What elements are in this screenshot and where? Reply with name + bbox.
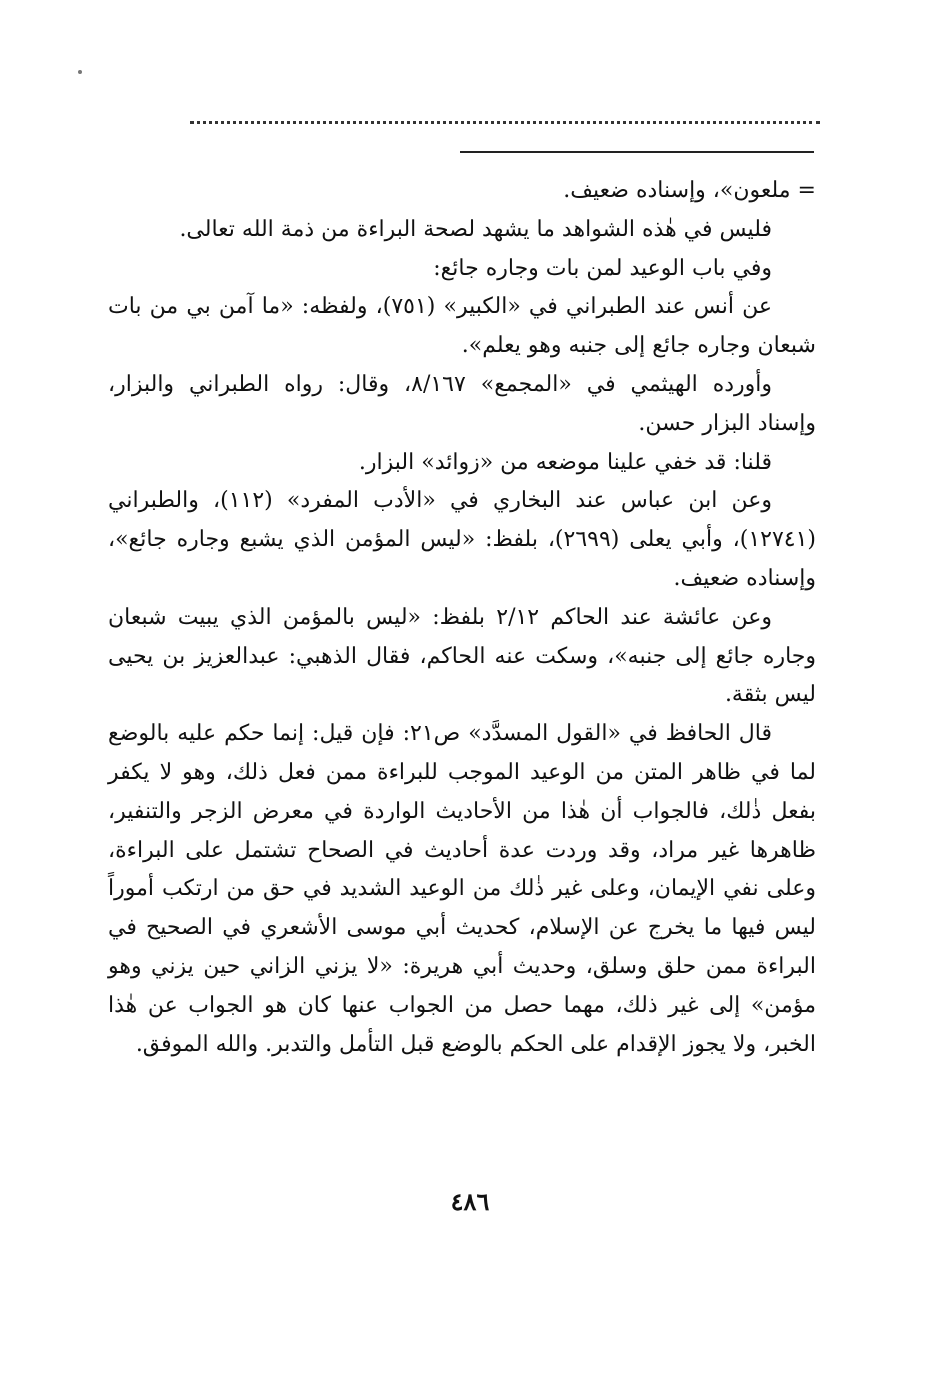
paragraph: وعن عائشة عند الحاكم ٢/١٢ بلفظ: «ليس بالمؤمن الذي يبيت شبعان وجاره جائع إلى جنبه»، وسكت عنه الحاكم، فقال الذهبي: عبدالعزيز بن يحيى ليس بثقة. (108, 604, 816, 708)
paragraph: عن أنس عند الطبراني في «الكبير» (٧٥١)، ولفظه: «ما آمن بي من بات شبعان وجاره جائع إلى جنبه وهو يعلم». (108, 294, 816, 359)
paragraph: قلنا: قد خفي علينا موضعه من «زوائد» البزار. (358, 449, 772, 475)
footnote-rule (460, 151, 814, 153)
paragraph-continuation: = ملعون»، وإسناده ضعيف. (563, 178, 816, 203)
scan-mark (78, 70, 82, 74)
paragraph: وعن ابن عباس عند البخاري في «الأدب المفرد» (١١٢)، والطبراني (١٢٧٤١)، وأبي يعلى (٢٦٩٩)، بلفظ: «ليس المؤمن الذي يشبع وجاره جائع»، وإسناده ضعيف. (108, 488, 816, 591)
page-number: ٤٨٦ (450, 1187, 490, 1216)
footnote-dotted-separator (190, 121, 820, 124)
paragraph: وأورده الهيثمي في «المجمع» ٨/١٦٧، وقال: رواه الطبراني والبزار، وإسناد البزار حسن. (108, 371, 816, 436)
footnote-text-block (108, 172, 816, 1064)
paragraph: وفي باب الوعيد لمن بات وجاره جائع: (433, 255, 772, 281)
paragraph: قال الحافظ في «القول المسدَّد» ص٢١: فإن قيل: إنما حكم عليه بالوضع لما في ظاهر المتن من الوعيد الموجب للبراءة ممن فعل ذلك، وهو لا يكفر بفعل ذٰلك، فالجواب أن هٰذا من الأحاديث الواردة في معرض الزجر والتنفير، ظاهرها غير مراد، وقد وردت عدة أحاديث في الصحاح تشتمل على البراءة، وعلى نفي الإيمان، وعلى غير ذٰلك من الوعيد الشديد في حق من ارتكب أموراً ليس فيها ما يخرج عن الإسلام، كحديث أبي موسى الأشعري في الصحيح في البراءة ممن حلق وسلق، وحديث أبي هريرة: «لا يزني الزاني حين يزني وهو مؤمن» إلى غير ذلك، مهما حصل من الجواب عنها كان هو الجواب عن هٰذا الخبر، ولا يجوز الإقدام على الحكم بالوضع قبل التأمل والتدبر. والله الموفق. (108, 721, 816, 1057)
paragraph: فليس في هٰذه الشواهد ما يشهد لصحة البراءة من ذمة الله تعالى. (179, 216, 772, 242)
